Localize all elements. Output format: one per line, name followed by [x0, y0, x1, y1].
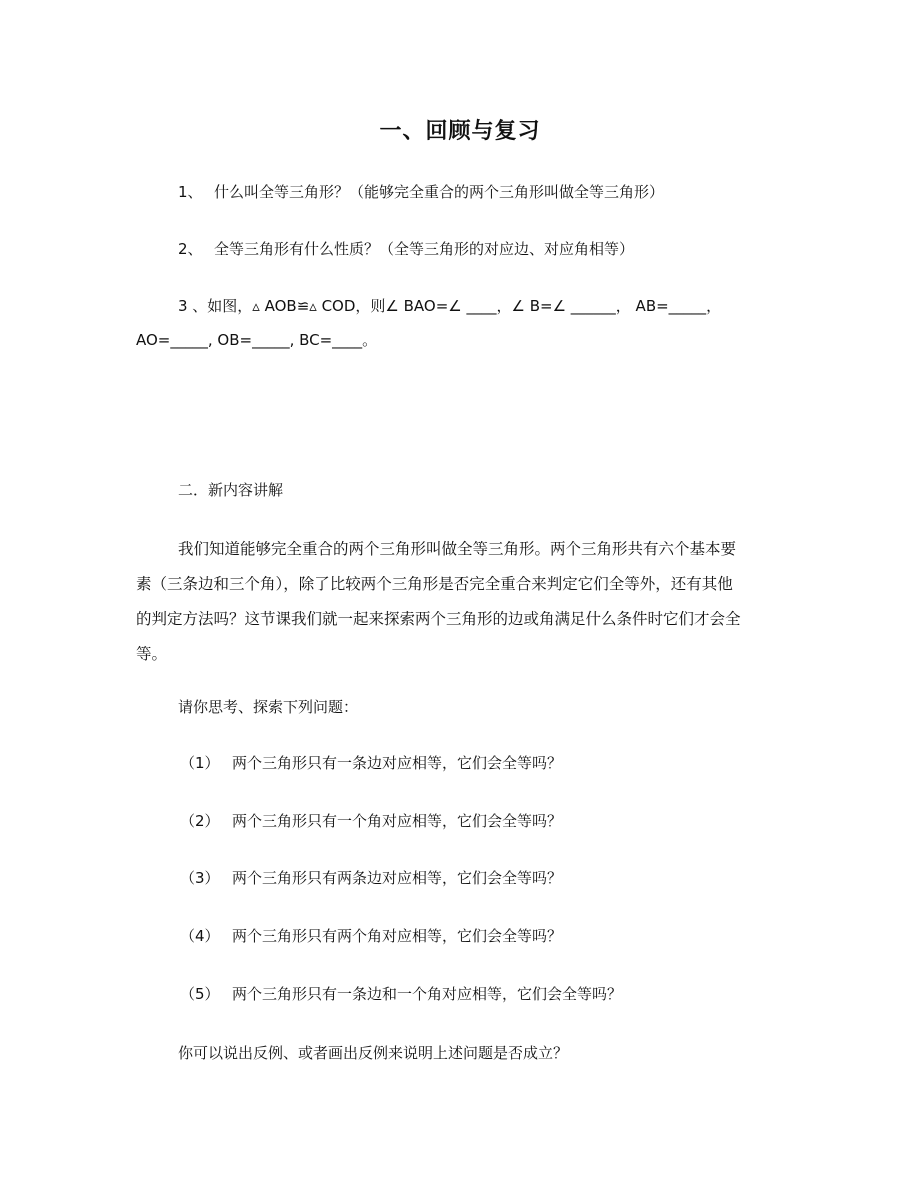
item-number: 2、: [178, 240, 203, 258]
review-question-3-line-2: AO=_____, OB=_____, BC=____。: [136, 331, 378, 349]
review-item-1: [178, 182, 664, 202]
closing-prompt: 你可以说出反例、或者画出反例来说明上述问题是否成立？: [178, 1044, 569, 1062]
item-text: 什么叫全等三角形？（能够完全重合的两个三角形叫做全等三角形）: [214, 183, 665, 201]
question-number: （5）: [180, 985, 220, 1003]
question-text: 两个三角形只有一条边和一个角对应相等，它们会全等吗？: [232, 985, 623, 1003]
review-question-3-line-1: 3 、如图，▵ AOB≌▵ COD，则∠ BAO=∠ ____，∠ B=∠ ______， AB=_____，: [178, 297, 722, 315]
review-item-2: [178, 239, 634, 259]
question-5: [180, 984, 622, 1004]
question-2: [180, 811, 562, 831]
item-text: 全等三角形有什么性质？（全等三角形的对应边、对应角相等）: [214, 240, 635, 258]
intro-text: 我们知道能够完全重合的两个三角形叫做全等三角形。两个三角形共有六个基本要素（三条边和三个角），除了比较两个三角形是否完全重合来判定它们全等外，还有其他的判定方法吗？这节课我们就一起来探索两个三角形的边或角满足什么条件时它们才会全等。: [136, 540, 741, 663]
question-number: （4）: [180, 927, 220, 945]
section-heading-new-content: 二．新内容讲解: [178, 481, 284, 499]
question-3: [180, 868, 562, 888]
intro-paragraph: [136, 532, 746, 672]
question-text: 两个三角形只有两个角对应相等，它们会全等吗？: [232, 927, 563, 945]
question-number: （3）: [180, 869, 220, 887]
item-number: 1、: [178, 183, 203, 201]
question-text: 两个三角形只有两条边对应相等，它们会全等吗？: [232, 869, 563, 887]
question-number: （2）: [180, 812, 220, 830]
question-4: [180, 926, 562, 946]
question-text: 两个三角形只有一个角对应相等，它们会全等吗？: [232, 812, 563, 830]
question-1: [180, 753, 562, 773]
question-number: （1）: [180, 754, 220, 772]
question-text: 两个三角形只有一条边对应相等，它们会全等吗？: [232, 754, 563, 772]
thinking-prompt: 请你思考、探索下列问题：: [178, 698, 359, 716]
section-title-review: 一、回顾与复习: [379, 119, 541, 144]
